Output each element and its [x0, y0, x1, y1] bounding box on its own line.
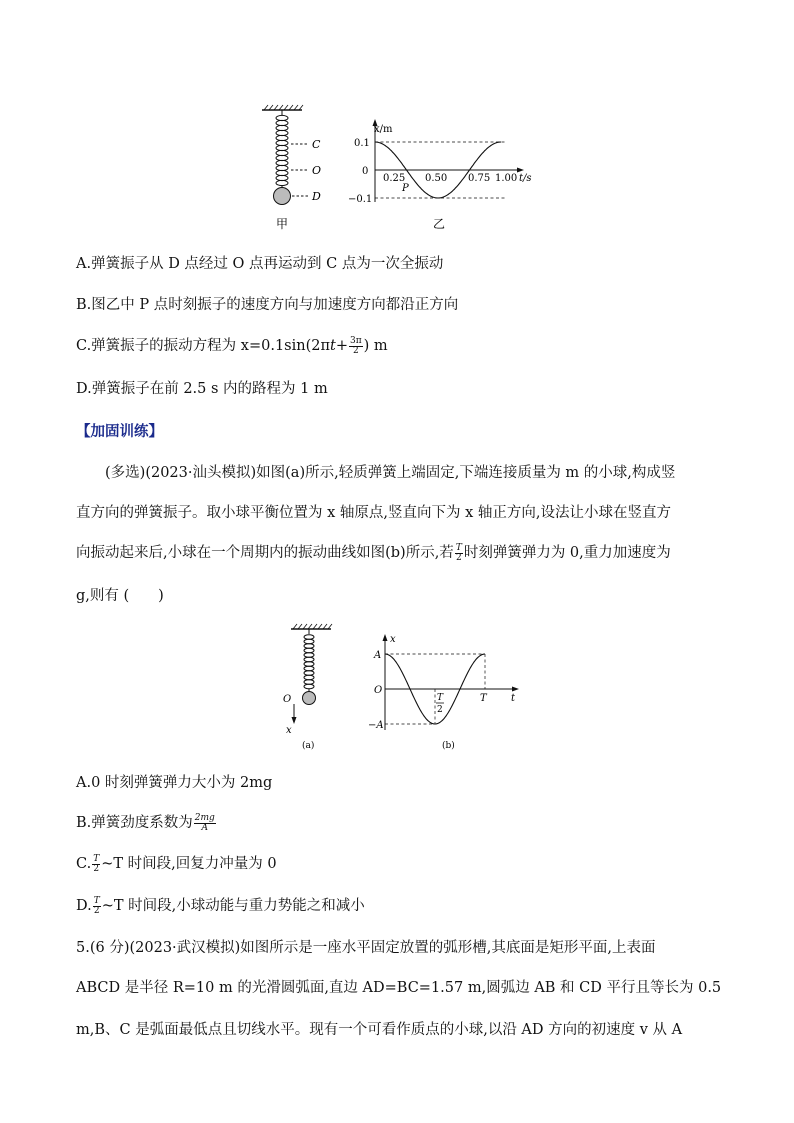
fraction-num: 2mg — [194, 812, 215, 823]
graph-b-y-label: x — [390, 634, 396, 645]
point-d-label: D — [312, 190, 321, 203]
problem-line-1: (多选)(2023·汕头模拟)如图(a)所示,轻质弹簧上端固定,下端连接质量为 m 的小球,构成竖 — [105, 465, 676, 481]
label-jia: 甲 — [276, 217, 289, 231]
q2-option-d-prefix: D. — [76, 898, 92, 914]
q1-option-c-suffix: ) m — [363, 338, 388, 354]
q1-option-c-prefix: C.弹簧振子的振动方程为 x=0.1sin(2π — [76, 338, 331, 354]
fraction-2mg-over-A — [194, 814, 216, 833]
fraction-den: A — [201, 822, 209, 833]
half-T-num: T — [437, 693, 444, 703]
fraction-den: 2 — [93, 863, 100, 874]
fraction-num: T — [93, 895, 100, 906]
tick-y-neg0.1: −0.1 — [348, 194, 373, 205]
fraction-den: 2 — [93, 905, 100, 916]
caption-b: (b) — [442, 741, 455, 751]
graph-yi — [348, 119, 532, 205]
fraction-3pi-over-2 — [349, 337, 363, 356]
q2-option-b — [76, 813, 217, 833]
q2-option-d-suffix: ~T 时间段,小球动能与重力势能之和减小 — [101, 898, 365, 914]
caption-a: (a) — [302, 741, 315, 751]
q1-option-c-plus: + — [335, 338, 348, 354]
q2-option-c-suffix: ~T 时间段,回复力冲量为 0 — [101, 856, 277, 872]
fraction-den: 2 — [455, 552, 462, 563]
tick-x-0.75: 0.75 — [468, 173, 491, 184]
graph-x-axis-label: t/s — [519, 173, 532, 184]
label-O: O — [374, 685, 383, 696]
half-T-den: 2 — [437, 705, 443, 715]
point-o-label: O — [312, 164, 322, 177]
label-A: A — [374, 650, 382, 661]
fraction-num: T — [455, 542, 462, 553]
problem-line-3 — [76, 543, 716, 563]
fraction-num: T — [93, 853, 100, 864]
figure-2 — [270, 620, 530, 755]
q1-option-d: D.弹簧振子在前 2.5 s 内的路程为 1 m — [76, 381, 328, 397]
fraction-num: 3π — [350, 335, 362, 346]
q5-line-3: m,B、C 是弧面最低点且切线水平。现有一个可看作质点的小球,以沿 AD 方向的初速度 v 从 A — [76, 1022, 683, 1038]
q5-line-2: ABCD 是半径 R=10 m 的光滑圆弧面,直边 AD=BC=1.57 m,圆弧边 AB 和 CD 平行且等长为 0.5 — [76, 980, 722, 996]
fraction-t-over-2 — [455, 544, 463, 563]
tick-x-0.25: 0.25 — [383, 173, 406, 184]
fraction-t-over-2 — [93, 897, 101, 916]
label-T: T — [480, 693, 487, 704]
tick-y-0: 0 — [362, 166, 369, 177]
ball — [274, 188, 291, 205]
graph-y-axis-label: x/m — [374, 124, 393, 135]
q1-option-c-t: t — [330, 338, 336, 354]
problem-line-3-b: 时刻弹簧弹力为 0,重力加速度为 — [463, 545, 671, 561]
tick-x-1.00: 1.00 — [495, 173, 518, 184]
fraction-den: 2 — [352, 345, 359, 356]
tick-x-0.50: 0.50 — [425, 173, 448, 184]
graph-b — [368, 634, 519, 731]
q2-option-d — [76, 896, 365, 916]
ball-a — [303, 692, 316, 705]
q2-option-a: A.0 时刻弹簧弹力大小为 2mg — [76, 775, 273, 791]
fraction-t-over-2 — [92, 855, 100, 874]
problem-line-4: g,则有 ( ) — [76, 588, 164, 604]
point-p-label: P — [402, 183, 409, 194]
graph-b-x-label: t — [511, 693, 516, 704]
label-x-down: x — [286, 725, 292, 736]
point-c-label: C — [312, 138, 321, 151]
q1-option-b: B.图乙中 P 点时刻振子的速度方向与加速度方向都沿正方向 — [76, 297, 459, 313]
tick-y-0.1: 0.1 — [354, 138, 370, 149]
q2-option-c-prefix: C. — [76, 856, 92, 872]
label-neg-A: −A — [368, 720, 384, 731]
problem-line-2: 直方向的弹簧振子。取小球平衡位置为 x 轴原点,竖直向下为 x 轴正方向,设法让小球在竖直方 — [76, 505, 672, 521]
section-title: 【加固训练】 — [76, 423, 163, 440]
figure-1 — [250, 98, 540, 238]
q2-option-c — [76, 854, 277, 874]
q1-option-a: A.弹簧振子从 D 点经过 O 点再运动到 C 点为一次全振动 — [76, 256, 444, 272]
label-o-a: O — [283, 694, 292, 705]
q5-line-1: 5.(6 分)(2023·武汉模拟)如图所示是一座水平固定放置的弧形槽,其底面是矩形平面,上表面 — [76, 940, 656, 956]
q1-option-c — [76, 336, 388, 356]
q2-option-b-prefix: B.弹簧劲度系数为 — [76, 815, 193, 831]
problem-line-3-a: 向振动起来后,小球在一个周期内的振动曲线如图(b)所示,若 — [76, 545, 454, 561]
label-yi: 乙 — [433, 217, 446, 231]
